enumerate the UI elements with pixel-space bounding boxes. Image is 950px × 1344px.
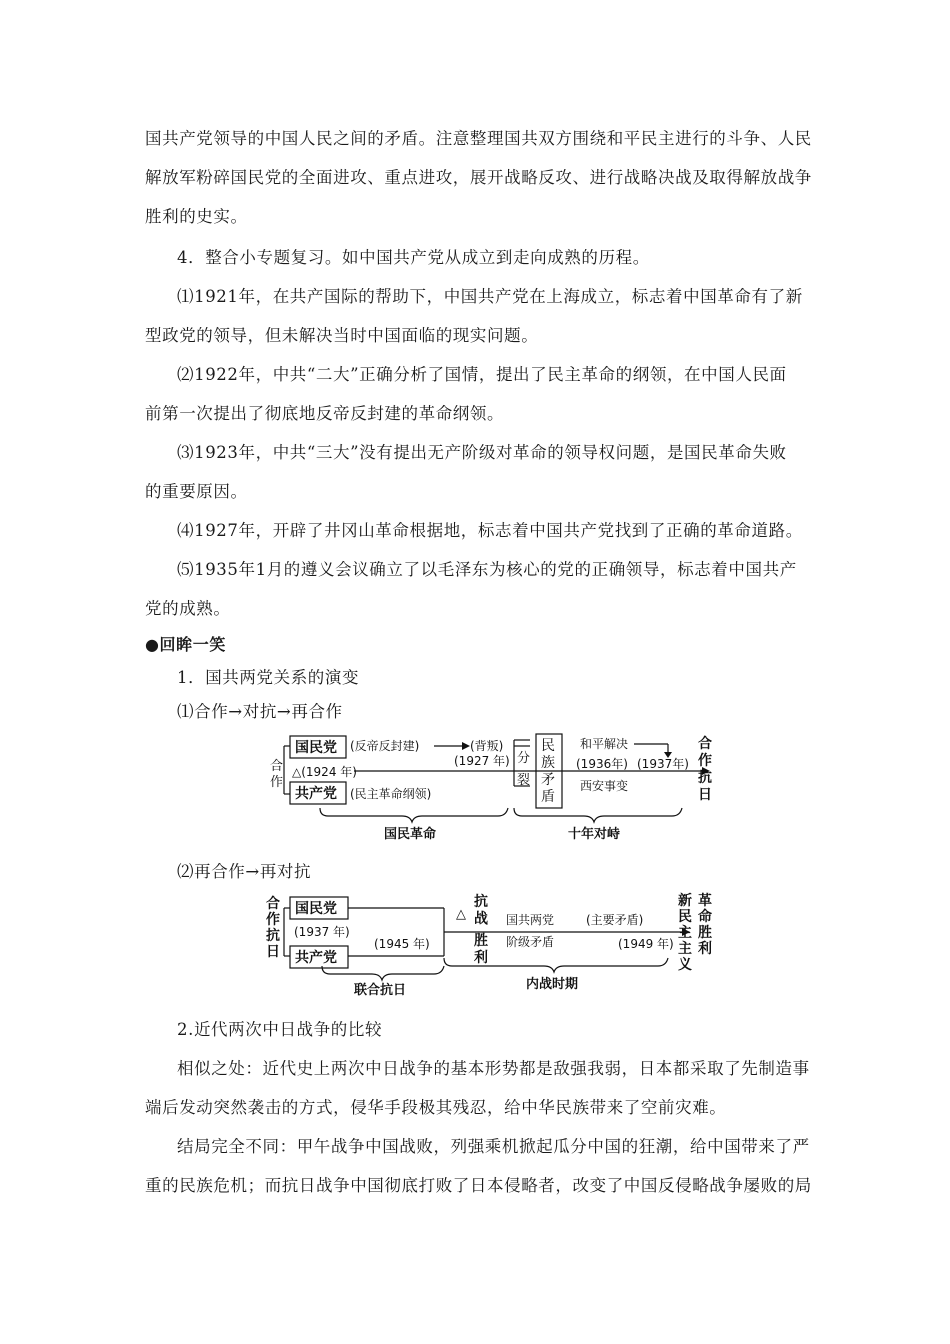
diag1-split: 裂 (517, 773, 531, 788)
text-line: 2.近代两次中日战争的比较 (177, 1020, 383, 1039)
diag1-brace1: 国民革命 (384, 827, 437, 842)
text-line: 前第一次提出了彻底地反帝反封建的革命纲领。 (145, 404, 505, 423)
diagram-recooperation-reconfrontation (262, 888, 722, 996)
diagram-cooperation-confrontation (262, 730, 722, 845)
diag2-newdem: 主 (678, 925, 692, 941)
diag1-national: 族 (541, 755, 555, 771)
diag2-y1937: (1937 年) (294, 925, 350, 939)
diag2-victory: 战 (474, 911, 488, 927)
diag2-revwin: 命 (698, 909, 712, 925)
diag2-ccp: 共产党 (295, 950, 337, 966)
diag1-y1937: (1937年) (637, 757, 689, 771)
diag2-newdem: 义 (678, 957, 692, 973)
section-heading: ●回眸一笑 (145, 635, 226, 654)
text-line: 胜利的史实。 (145, 207, 248, 226)
text-line: ⑶1923年，中共“三大”没有提出无产阶级对革命的领导权问题，是国民革命失败 (177, 443, 787, 462)
diag2-kmt: 国民党 (295, 901, 337, 917)
diag1-national: 盾 (541, 789, 555, 805)
diag1-peace: 和平解决 (580, 737, 629, 751)
diag1-kmt: 国民党 (295, 740, 337, 756)
diag2-newdem: 主 (678, 941, 692, 957)
diag2-class1: 国共两党 (506, 913, 555, 927)
diag2-newdem: 民 (678, 909, 692, 925)
text-line: ⑸1935年1月的遵义会议确立了以毛泽东为核心的党的正确领导，标志着中国共产 (177, 560, 797, 579)
diag1-brace2: 十年对峙 (568, 827, 621, 842)
diag2-victory: 胜 (474, 933, 488, 949)
text-line: ⑴合作→对抗→再合作 (177, 702, 343, 721)
diag2-left-label: 作 (266, 912, 280, 928)
diag2-revwin: 革 (698, 893, 712, 909)
diag1-split: 分 (517, 751, 531, 766)
diag1-national: 矛 (541, 772, 555, 788)
text-line: 国共产党领导的中国人民之间的矛盾。注意整理国共双方围绕和平民主进行的斗争、人民 (145, 129, 812, 148)
text-line: 端后发动突然袭击的方式，侵华手段极其残忍，给中华民族带来了空前灾难。 (145, 1098, 727, 1117)
text-line: 的重要原因。 (145, 482, 248, 501)
text-line: ⑷1927年，开辟了井冈山革命根据地，标志着中国共产党找到了正确的革命道路。 (177, 521, 803, 540)
diag1-y1924: △(1924 年) (292, 765, 357, 779)
diag2-brace2: 内战时期 (526, 977, 579, 992)
diag2-y1949: (1949 年) (618, 937, 674, 951)
diag2-main: (主要矛盾) (586, 913, 644, 927)
text-line: 结局完全不同：甲午战争中国战败，列强乘机掀起瓜分中国的狂潮，给中国带来了严 (177, 1137, 810, 1156)
diag1-anti: (反帝反封建) (350, 739, 420, 753)
diag1-betray: (背叛) (470, 739, 504, 753)
diag1-right-label: 合 (698, 736, 712, 752)
diag2-left-label: 抗 (266, 928, 280, 944)
diag1-xian: 西安事变 (580, 779, 629, 793)
diag1-ccp: 共产党 (295, 786, 337, 802)
diag1-right-label: 作 (698, 753, 712, 769)
diag2-y1945: (1945 年) (374, 937, 430, 951)
diag2-victory: 抗 (474, 894, 488, 910)
text-line: 解放军粉碎国民党的全面进攻、重点进攻，展开战略反攻、进行战略决战及取得解放战争 (145, 168, 812, 187)
diag2-revwin: 胜 (698, 925, 712, 941)
diag2-victory: 利 (474, 950, 488, 966)
diag2-left-label: 合 (266, 896, 280, 912)
diag2-brace1: 联合抗日 (354, 983, 407, 996)
text-line: 重的民族危机；而抗日战争中国彻底打败了日本侵略者，改变了中国反侵略战争屡败的局 (145, 1176, 812, 1195)
diag1-left-label: 合 (270, 759, 284, 774)
text-line: 4．整合小专题复习。如中国共产党从成立到走向成熟的历程。 (177, 248, 650, 267)
text-line: 1．国共两党关系的演变 (177, 668, 360, 687)
diag2-tri: △ (456, 907, 466, 922)
text-line: 相似之处：近代史上两次中日战争的基本形势都是敌强我弱，日本都采取了先制造事 (177, 1059, 810, 1078)
diag1-national: 民 (541, 738, 555, 754)
text-line: ⑵1922年，中共“二大”正确分析了国情，提出了民主革命的纲领，在中国人民面 (177, 365, 787, 384)
diag1-right-label: 抗 (698, 770, 712, 786)
text-line: 型政党的领导，但未解决当时中国面临的现实问题。 (145, 326, 539, 345)
diag2-class2: 阶级矛盾 (506, 935, 555, 949)
text-line: ⑴1921年，在共产国际的帮助下，中国共产党在上海成立，标志着中国革命有了新 (177, 287, 803, 306)
text-line: ⑵再合作→再对抗 (177, 862, 312, 881)
diag1-y1936: (1936年) (576, 757, 628, 771)
diag1-y1927: (1927 年) (454, 754, 510, 768)
diag1-right-label: 日 (698, 787, 712, 803)
diag2-revwin: 利 (698, 941, 712, 957)
diag1-left-label: 作 (270, 775, 284, 790)
diag2-left-label: 日 (266, 944, 280, 960)
text-line: 党的成熟。 (145, 599, 231, 618)
diag2-newdem: 新 (678, 893, 692, 909)
diag1-program: (民主革命纲领) (350, 787, 432, 801)
